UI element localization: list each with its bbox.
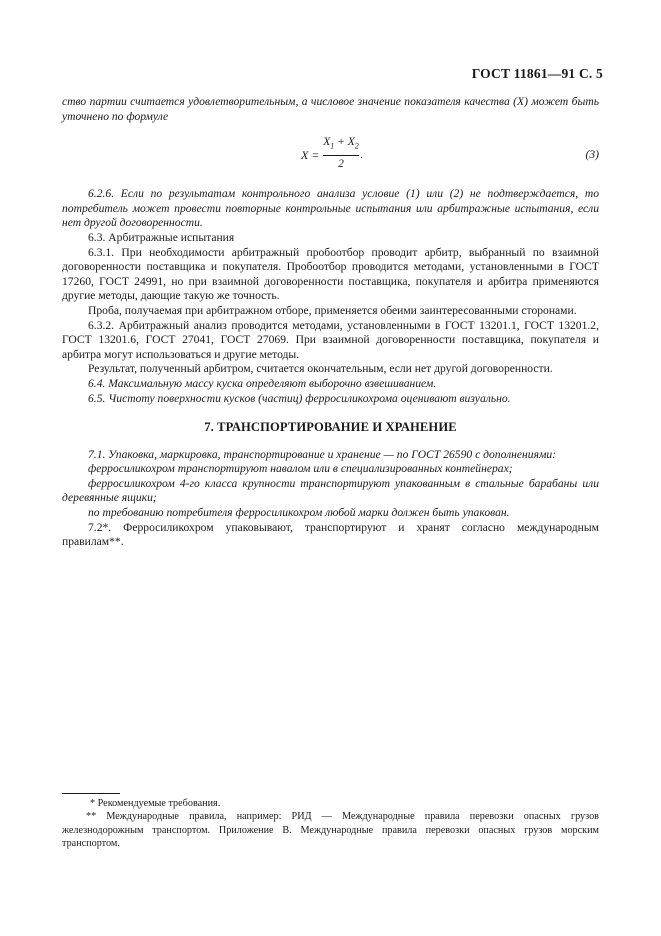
footnote-divider: [62, 793, 120, 794]
formula-denominator: 2: [338, 158, 344, 171]
clause-7-1-item-c: по требованию потребителя ферросиликохром любой марки должен быть упакован.: [88, 506, 510, 520]
result-paragraph: Результат, полученный арбитром, считается окончательным, если нет другой договоренности.: [88, 362, 553, 376]
document-body: [62, 95, 599, 550]
page-header: ГОСТ 11861—91 С. 5: [471, 66, 603, 81]
formula-3: [62, 135, 599, 179]
clause-6-3: 6.3. Арбитражные испытания: [88, 230, 235, 244]
footnotes: [62, 797, 599, 851]
clause-6-3-1: 6.3.1. При необходимости арбитражный пробоотбор проводит арбитр, выбранный по взаимной договоренности поставщика и покупателя. Пробоотбор проводится методами, установленными в ГОСТ 17260, ГОСТ 24991, но при взаимной договоренности поставщика, покупателя и арбитра применяются другие методы, дающие такую же точность.: [62, 245, 599, 303]
clause-6-4: 6.4. Максимальную массу куска определяют выборочно взвешиванием.: [88, 376, 437, 390]
clause-7-1: 7.1. Упаковка, маркировка, транспортирование и хранение — по ГОСТ 26590 с дополнениями:: [88, 447, 557, 461]
section-7-title: 7. ТРАНСПОРТИРОВАНИЕ И ХРАНЕНИЕ: [204, 420, 457, 435]
formula-lhs: X =: [301, 148, 320, 163]
clause-7-1-item-a: ферросиликохром транспортируют навалом или в специализированных контейнерах;: [88, 462, 513, 476]
clause-7-1-item-b: ферросиликохром 4-го класса крупности транспортируют упакованным в стальные барабаны или деревянные ящики;: [62, 476, 599, 505]
formula-number: (3): [585, 148, 599, 162]
footnote-1: * Рекомендуемые требования.: [90, 798, 221, 809]
clause-6-3-2: 6.3.2. Арбитражный анализ проводится методами, установленными в ГОСТ 13201.1, ГОСТ 13201.2, ГОСТ 13201.6, ГОСТ 27041, ГОСТ 27069. При взаимной договоренности поставщика, покупателя и арбитра могут использоваться и другие методы.: [62, 318, 599, 361]
sample-paragraph: Проба, получаемая при арбитражном отборе, применяется обеими заинтересованными сторонами.: [88, 303, 577, 317]
formula-period: .: [360, 148, 363, 162]
formula-numerator: $X_1 + X_2$: [323, 135, 359, 156]
clause-7-2: 7.2*. Ферросиликохром упаковывают, транспортируют и хранят согласно международным правилам**.: [62, 520, 599, 549]
footnote-2: ** Международные правила, например: РИД — Международные правила перевозки опасных грузов железнодорожным транспортом. Приложение В. Международные правила перевозки опасных грузов морским транспортом.: [62, 811, 599, 850]
intro-paragraph: ство партии считается удовлетворительным, а числовое значение показателя качества (X) может быть уточнено по формуле: [62, 95, 599, 123]
formula-fraction: [323, 135, 359, 171]
clause-6-5: 6.5. Чистоту поверхности кусков (частиц) ферросиликохрома оценивают визуально.: [88, 391, 511, 405]
clause-6-2-6: 6.2.6. Если по результатам контрольного анализа условие (1) или (2) не подтверждается, то потребитель может провести повторные контрольные испытания или арбитражные испытания, если нет другой договоренности.: [62, 187, 599, 230]
